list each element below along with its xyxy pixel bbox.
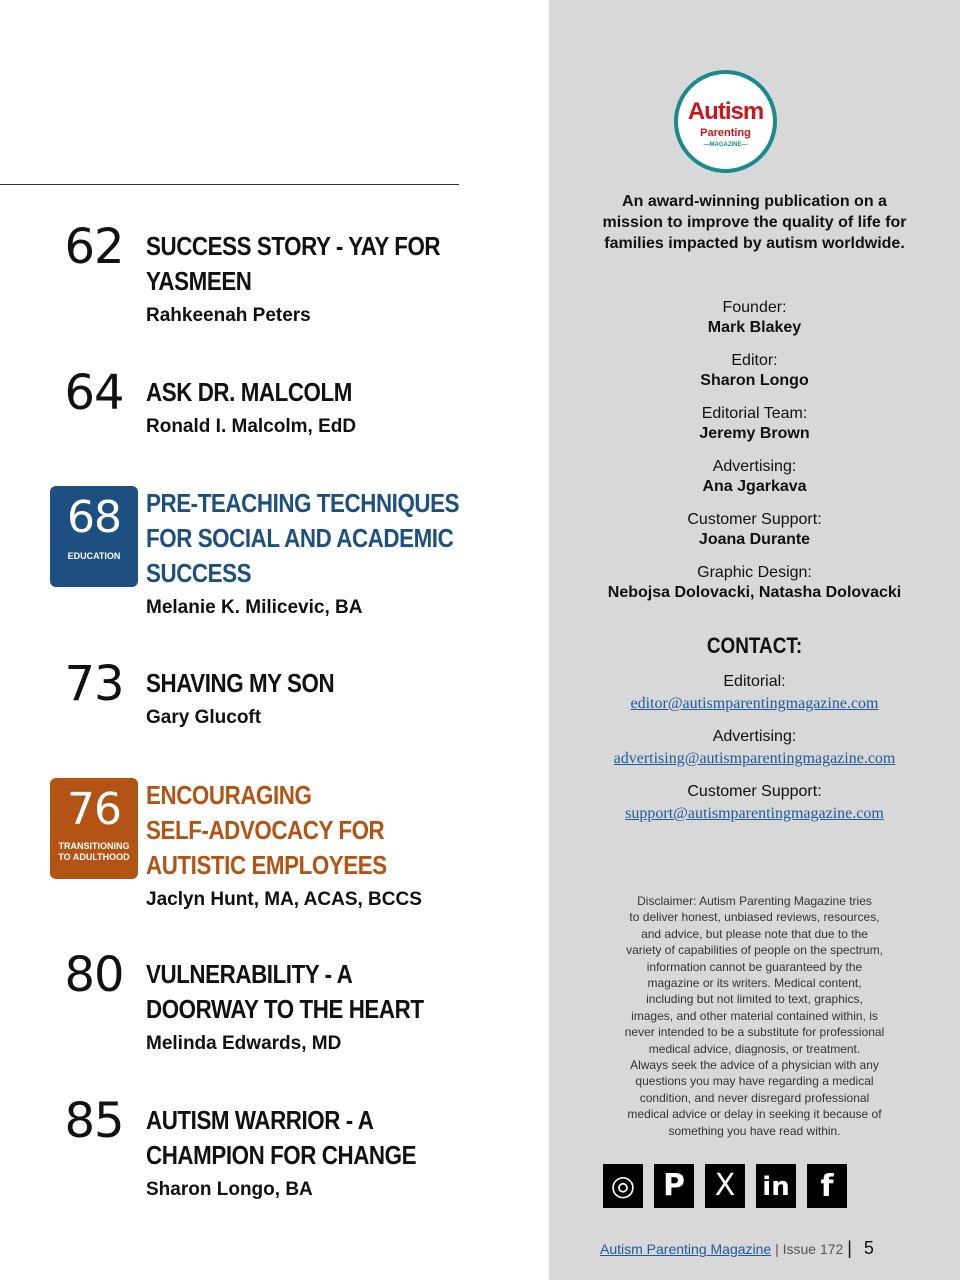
page-number: 85	[64, 1093, 124, 1149]
instagram-icon[interactable]: ◎	[603, 1164, 643, 1208]
x-icon[interactable]: X	[705, 1164, 745, 1208]
page-number: 5	[863, 1238, 874, 1258]
linkedin-icon[interactable]: in	[756, 1164, 796, 1208]
article-author: Melinda Edwards, MD	[146, 1033, 342, 1054]
page-footer	[600, 1238, 960, 1259]
page-number: 73	[64, 656, 124, 712]
article-title[interactable]: SHAVING MY SON	[146, 668, 335, 698]
page-number: 62	[64, 219, 124, 275]
contact-heading: CONTACT:	[706, 633, 803, 658]
staff-role: Editor:	[731, 352, 778, 369]
staff-name: Nebojsa Dolovacki, Natasha Dolovacki	[607, 584, 902, 601]
header-divider	[0, 184, 459, 185]
article-title[interactable]: AUTISM WARRIOR - A CHAMPION FOR CHANGE	[146, 1105, 417, 1170]
article-author: Rahkeenah Peters	[146, 305, 311, 326]
staff-role: Graphic Design:	[697, 564, 812, 581]
contact-label: Advertising:	[712, 728, 797, 745]
support-email-link[interactable]: support@autismparentingmagazine.com	[625, 805, 884, 822]
advertising-email-link[interactable]: advertising@autismparentingmagazine.com	[613, 750, 896, 767]
category-label: EDUCATION	[67, 551, 121, 561]
staff-role: Founder:	[722, 299, 787, 316]
issue-number: Issue 172	[782, 1241, 844, 1257]
contact-section	[549, 633, 960, 836]
article-author: Jaclyn Hunt, MA, ACAS, BCCS	[146, 889, 422, 910]
staff-role: Editorial Team:	[701, 405, 808, 422]
staff-name: Jeremy Brown	[699, 425, 810, 442]
masthead-panel	[549, 0, 960, 1280]
mission-statement: An award-winning publication on a mission to improve the quality of life for families impacted by autism worldwide.	[602, 193, 907, 252]
article-title[interactable]: PRE-TEACHING TECHNIQUES FOR SOCIAL AND ACADEMIC SUCCESS	[146, 488, 460, 588]
staff-name: Joana Durante	[698, 531, 811, 548]
disclaimer: Disclaimer: Autism Parenting Magazine tries to deliver honest, unbiased reviews, resources, and advice, but please note that due to the variety of capabilities of people on the spectrum, information cannot be guaranteed by the magazine or its writers. Medical content, including but not limited to text, graphics, images, and other material contained within, is never intended to be a substitute for professional medical advice, diagnosis, or treatment. Always seek the advice of a physician with any questions you may have regarding a medical condition, and never disregard professional medical advice or delay in seeking it because of something you have read within.	[624, 894, 885, 1138]
category-label: TO ADULTHOOD	[58, 852, 130, 862]
article-title[interactable]: ASK DR. MALCOLM	[146, 377, 352, 407]
article-title[interactable]: VULNERABILITY - A DOORWAY TO THE HEART	[146, 959, 424, 1024]
staff-role: Advertising:	[712, 458, 797, 475]
magazine-name-link[interactable]: Autism Parenting Magazine	[600, 1241, 772, 1257]
article-author: Melanie K. Milicevic, BA	[146, 597, 363, 618]
editorial-email-link[interactable]: editor@autismparentingmagazine.com	[630, 695, 879, 712]
article-author: Sharon Longo, BA	[146, 1179, 313, 1200]
article-title[interactable]: ENCOURAGING SELF-ADVOCACY FOR AUTISTIC EMPLOYEES	[146, 780, 387, 880]
social-links	[603, 1164, 903, 1208]
page-number: 64	[64, 365, 124, 421]
facebook-icon[interactable]: f	[807, 1164, 847, 1208]
article-author: Gary Glucoft	[146, 707, 262, 728]
article-title[interactable]: SUCCESS STORY - YAY FOR YASMEEN	[146, 231, 441, 296]
staff-role: Customer Support:	[687, 511, 822, 528]
page-number: 80	[64, 947, 124, 1003]
footer-separator: |	[847, 1238, 852, 1258]
category-badge-education	[50, 486, 138, 587]
page-number: 76	[67, 784, 121, 835]
article-author: Ronald I. Malcolm, EdD	[146, 416, 357, 437]
staff-name: Ana Jgarkava	[702, 478, 807, 495]
staff-list	[549, 298, 960, 616]
category-badge-transitioning	[50, 778, 138, 879]
footer-separator: |	[775, 1241, 779, 1257]
contact-label: Customer Support:	[687, 783, 822, 800]
staff-name: Sharon Longo	[700, 372, 809, 389]
page-number: 68	[67, 492, 121, 543]
pinterest-icon[interactable]: P	[654, 1164, 694, 1208]
category-label: TRANSITIONING	[58, 841, 130, 851]
staff-name: Mark Blakey	[707, 319, 802, 336]
contact-label: Editorial:	[723, 673, 786, 690]
magazine-logo: Autism Parenting —MAGAZINE—	[674, 70, 777, 173]
